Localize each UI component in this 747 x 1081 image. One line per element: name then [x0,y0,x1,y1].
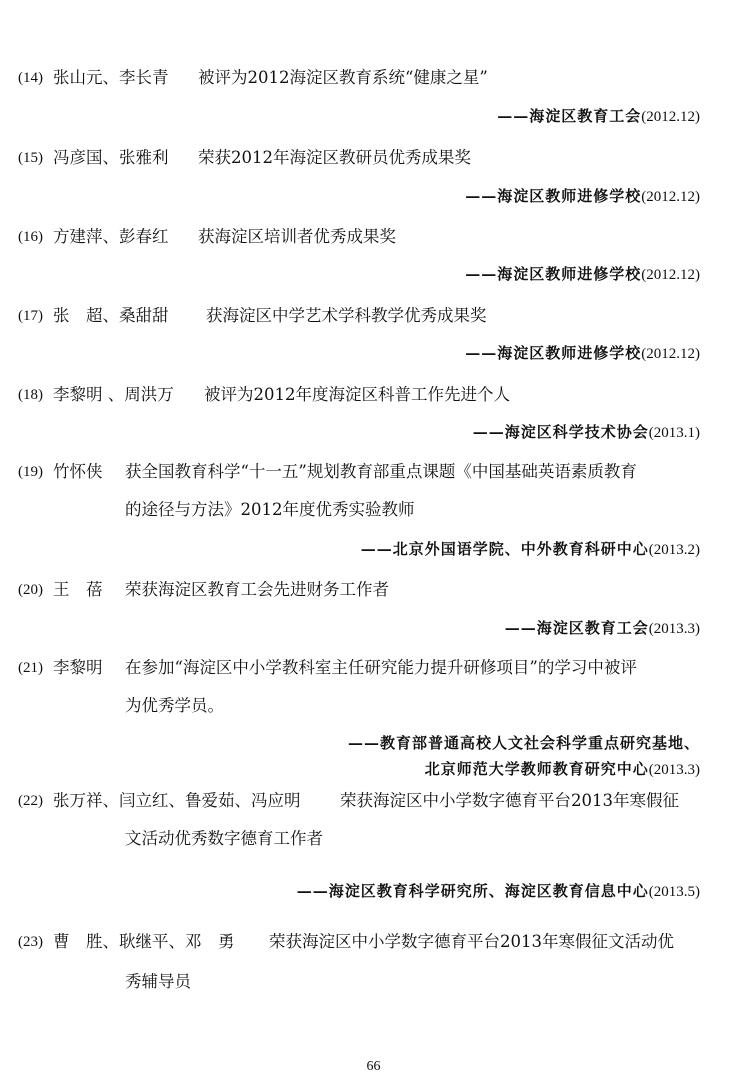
award-description: 荣获海淀区教育工会先进财务工作者 [125,580,389,599]
entry-number: (23) [18,934,43,950]
recipient-names: 王 蓓 [53,580,103,599]
source-organization: ——海淀区教师进修学校 [465,344,642,362]
award-source [361,539,700,560]
entry-number: (18) [18,387,43,403]
award-description: 获海淀区培训者优秀成果奖 [198,227,396,246]
entry-number: (20) [18,582,43,598]
recipient-names: 方建萍、彭春红 [53,227,169,246]
source-date: (2013.1) [648,425,700,441]
award-description: 获全国教育科学“十一五”规划教育部重点课题《中国基础英语素质教育 [125,462,637,481]
entry-number: (22) [18,793,43,809]
entry-number: (16) [18,229,43,245]
award-source [505,618,700,639]
source-date: (2012.12) [641,267,700,283]
source-date: (2013.3) [648,762,700,778]
award-description-continued: 为优秀学员。 [125,696,224,715]
award-source [297,881,700,902]
recipient-names: 竹怀侠 [53,462,103,481]
entry-number: (21) [18,660,43,676]
recipient-names: 张万祥、闫立红、鲁爱茹、冯应明 [53,791,301,810]
source-organization: ——海淀区教育工会 [504,619,649,637]
award-source [497,106,700,127]
entry-number: (19) [18,464,43,480]
source-organization: ——教育部普通高校人文社会科学重点研究基地、 [347,734,700,752]
source-organization: ——海淀区科学技术协会 [472,423,649,441]
source-date: (2012.12) [641,346,700,362]
source-date: (2013.3) [648,621,700,637]
entry-number: (17) [18,308,43,324]
source-date: (2012.12) [641,109,700,125]
recipient-names: 李黎明 [53,658,103,677]
recipient-names: 李黎明 、周洪万 [53,385,174,404]
award-description-continued: 秀辅导员 [125,972,191,991]
award-description: 获海淀区中学艺术学科教学优秀成果奖 [206,306,487,325]
source-organization: 北京师范大学教师教育研究中心 [424,760,649,778]
award-source [473,422,700,443]
entry-number: (15) [18,150,43,166]
award-description: 被评为2012年度海淀区科普工作先进个人 [204,385,510,404]
recipient-names: 冯彦国、张雅利 [53,148,169,167]
source-organization: ——海淀区教师进修学校 [465,265,642,283]
source-organization: ——海淀区教育工会 [497,107,642,125]
page-number: 66 [366,1059,381,1074]
recipient-names: 曹 胜、耿继平、邓 勇 [53,932,235,951]
award-description: 荣获海淀区中小学数字德育平台2013年寒假征文活动优 [269,932,674,951]
source-date: (2013.5) [648,884,700,900]
source-date: (2013.2) [648,542,700,558]
source-organization: ——北京外国语学院、中外教育科研中心 [360,540,649,558]
award-source [465,264,700,285]
award-description-continued: 文活动优秀数字德育工作者 [125,829,323,848]
award-source-line-2 [425,759,700,780]
source-organization: ——海淀区教育科学研究所、海淀区教育信息中心 [296,882,649,900]
award-source [465,343,700,364]
award-description: 在参加“海淀区中小学教科室主任研究能力提升研修项目”的学习中被评 [125,658,637,677]
entry-number: (14) [18,70,43,86]
award-description: 荣获2012年海淀区教研员优秀成果奖 [198,148,471,167]
recipient-names: 张山元、李长青 [53,68,169,87]
source-organization: ——海淀区教师进修学校 [465,187,642,205]
source-date: (2012.12) [641,189,700,205]
award-description-continued: 的途径与方法》2012年度优秀实验教师 [125,500,415,519]
award-source [465,186,700,207]
award-description: 被评为2012海淀区教育系统“健康之星” [198,68,488,87]
recipient-names: 张 超、桑甜甜 [53,306,169,325]
award-source [348,733,700,753]
award-description: 荣获海淀区中小学数字德育平台2013年寒假征 [340,791,679,810]
